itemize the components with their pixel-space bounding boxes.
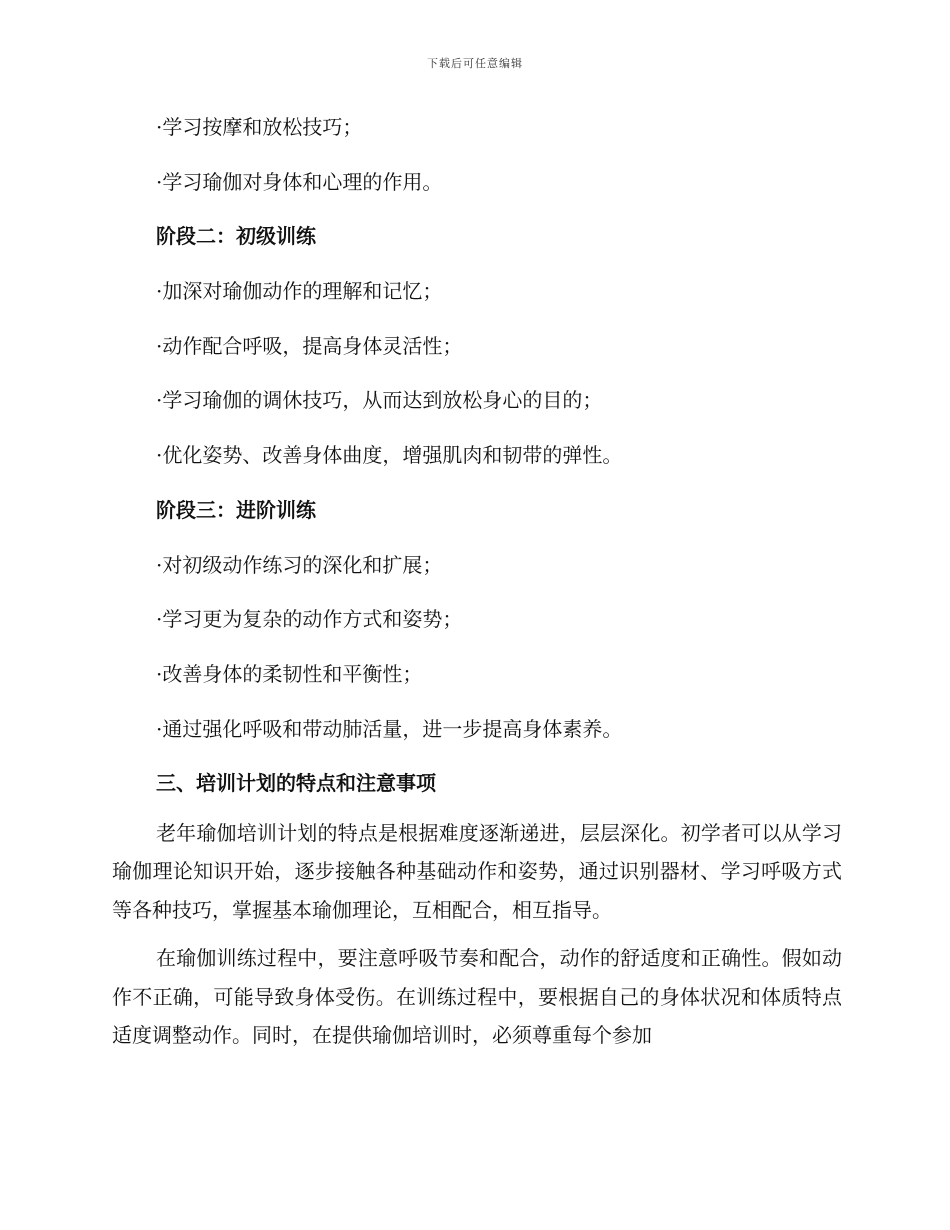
list-item: ·动作配合呼吸，提高身体灵活性； [156, 333, 463, 358]
paragraph: 在瑜伽训练过程中，要注意呼吸节奏和配合，动作的舒适度和正确性。假如动作不正确，可能导致身体受伤。在训练过程中，要根据自己的身体状况和体质特点适度调整动作。同时，在提供瑜伽培训时，必须尊重每个参加 [112, 946, 842, 1048]
list-item: ·学习瑜伽的调休技巧，从而达到放松身心的目的； [156, 388, 603, 413]
stage3-heading: 阶段三：进阶训练 [156, 497, 316, 522]
list-item: ·学习按摩和放松技巧； [156, 115, 363, 139]
paragraph: 老年瑜伽培训计划的特点是根据难度逐渐递进，层层深化。初学者可以从学习瑜伽理论知识开始，逐步接触各种基础动作和姿势，通过识别器材、学习呼吸方式等各种技巧，掌握基本瑜伽理论，互相配合，相互指导。 [112, 820, 842, 922]
list-item: ·学习瑜伽对身体和心理的作用。 [156, 169, 443, 194]
section3-heading: 三、培训计划的特点和注意事项 [156, 771, 436, 796]
list-item: ·学习更为复杂的动作方式和姿势； [156, 607, 463, 632]
page-header: 下载后可任意编辑 [427, 57, 523, 70]
list-item: ·通过强化呼吸和带动肺活量，进一步提高身体素养。 [156, 716, 623, 741]
list-item: ·改善身体的柔韧性和平衡性； [156, 661, 423, 686]
list-item: ·对初级动作练习的深化和扩展； [156, 552, 443, 577]
list-item: ·加深对瑜伽动作的理解和记忆； [156, 279, 443, 304]
stage2-heading: 阶段二：初级训练 [156, 224, 316, 249]
list-item: ·优化姿势、改善身体曲度，增强肌肉和韧带的弹性。 [156, 443, 623, 468]
document-body [112, 112, 842, 1055]
